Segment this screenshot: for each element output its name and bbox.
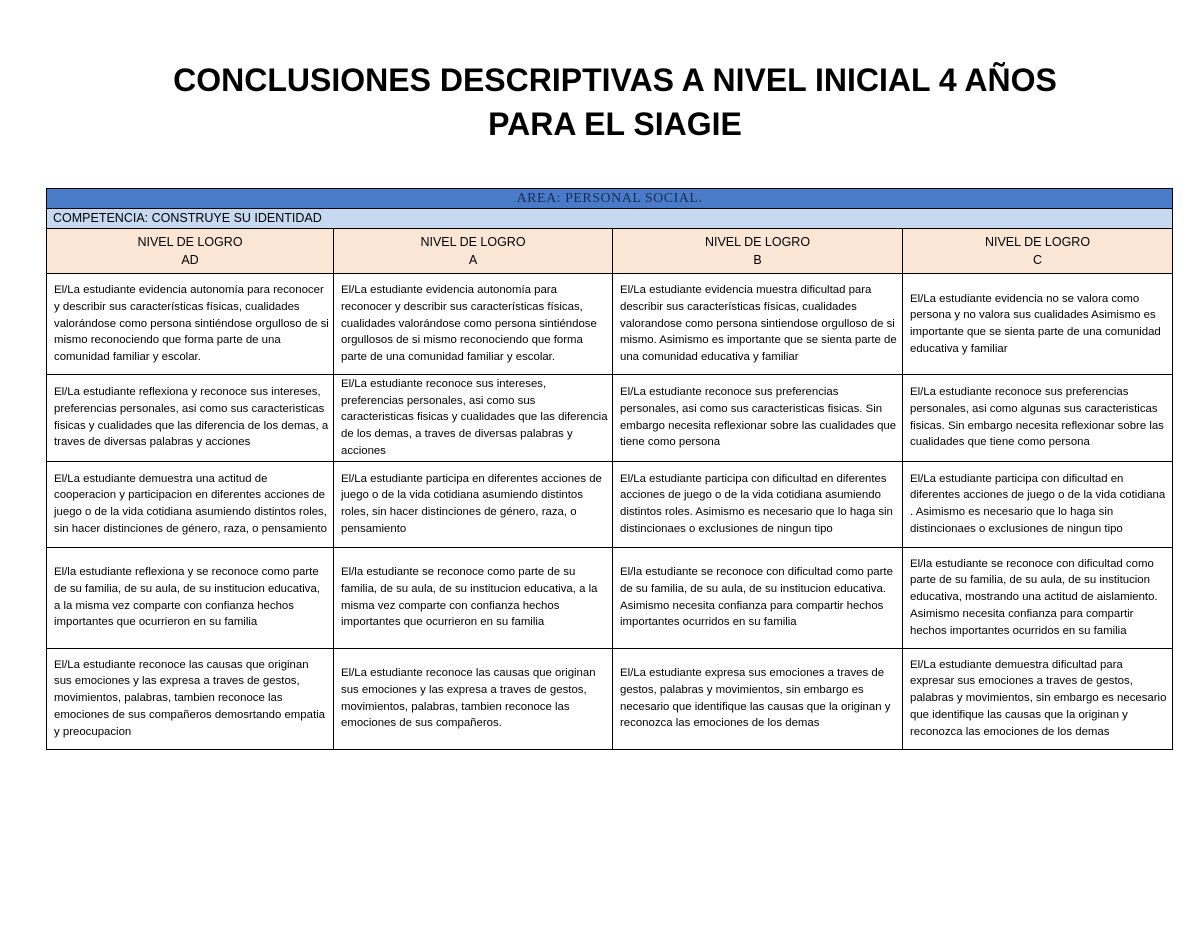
table-cell: El/La estudiante evidencia no se valora como persona y no valora sus cualidades Asimismo es importante que se sienta parte de una comunidad educativa y familiar: [903, 274, 1173, 375]
table-cell: El/La estudiante evidencia autonomía para reconocer y describir sus características físicas, cualidades valorándose como persona sintiéndose orgulloso de si mismo reconociendo que forma parte de una comunidad familiar y escolar.: [47, 274, 334, 375]
level-header-label: NIVEL DE LOGRO: [984, 235, 1091, 249]
level-header-ad: [47, 229, 334, 274]
table-cell: El/La estudiante participa con dificultad en diferentes acciones de juego o de la vida cotidiana asumiendo distintos roles. Asimismo es necesario que lo haga sin distincionaes o exclusiones de ningun tipo: [613, 461, 903, 547]
level-header-code: A: [468, 253, 478, 267]
rubric-table: [46, 188, 1173, 750]
table-cell: El/la estudiante reflexiona y se reconoce como parte de su familia, de su aula, de su institucion educativa, a la misma vez comparte con confianza hechos importantes que ocurrieron en su familia: [47, 547, 334, 648]
table-cell: El/La estudiante reflexiona y reconoce sus intereses, preferencias personales, asi como sus caracteristicas fisicas y cualidades que las diferencia de los demas, a traves de diversas palabras y acciones: [47, 375, 334, 462]
table-cell: El/la estudiante se reconoce con dificultad como parte de su familia, de su aula, de su institucion educativa, mostrando una actitud de aislamiento. Asimismo necesita confianza para compartir hechos importantes ocurridos en su familia: [903, 547, 1173, 648]
table-row: [47, 648, 1173, 749]
table-cell: El/La estudiante evidencia muestra dificultad para describir sus características físicas, cualidades valorandose como persona sintiendose orgulloso de si mismo. Asimismo es importante que se sienta parte de una comunidad educativa y familiar: [613, 274, 903, 375]
level-header-code: AD: [181, 253, 199, 267]
area-row: [47, 189, 1173, 209]
level-header-code: B: [753, 253, 762, 267]
table-cell: El/La estudiante reconoce sus intereses, preferencias personales, asi como sus caracteristicas fisicas y cualidades que las diferencia de los demas, a traves de diversas palabras y acciones: [334, 375, 613, 462]
level-header-c: [903, 229, 1173, 274]
table-cell: El/La estudiante participa en diferentes acciones de juego o de la vida cotidiana asumiendo distintos roles, sin hacer distinciones de género, raza, o pensamiento: [334, 461, 613, 547]
table-row: [47, 461, 1173, 547]
table-cell: El/La estudiante reconoce sus preferencias personales, asi como algunas sus caracteristicas fisicas. Sin embargo necesita reflexionar sobre las cualidades que tiene como persona: [903, 375, 1173, 462]
table-row: [47, 274, 1173, 375]
table-row: [47, 375, 1173, 462]
table-cell: El/La estudiante demuestra una actitud de cooperacion y participacion en diferentes acciones de juego o de la vida cotidiana asumiendo distintos roles, sin hacer distinciones de género, raza, o pensamiento: [47, 461, 334, 547]
table-cell: El/la estudiante se reconoce con dificultad como parte de su familia, de su aula, de su institucion educativa. Asimismo necesita confianza para compartir hechos importantes ocurridos en su familia: [613, 547, 903, 648]
table-cell: El/La estudiante reconoce las causas que originan sus emociones y las expresa a traves de gestos, movimientos, palabras, tambien reconoce las emociones de sus compañeros.: [334, 648, 613, 749]
area-header: AREA: PERSONAL SOCIAL.: [47, 189, 1173, 209]
level-header-code: C: [1032, 253, 1043, 267]
competencia-row: [47, 209, 1173, 229]
level-header-row: [47, 229, 1173, 274]
table-cell: El/La estudiante reconoce sus preferencias personales, asi como sus caracteristicas fisicas. Sin embargo necesita reflexionar sobre las cualidades que tiene como persona: [613, 375, 903, 462]
level-header-b: [613, 229, 903, 274]
table-cell: El/La estudiante expresa sus emociones a traves de gestos, palabras y movimientos, sin embargo es necesario que identifique las causas que la originan y reconozca las emociones de los demas: [613, 648, 903, 749]
level-header-label: NIVEL DE LOGRO: [420, 235, 526, 249]
table-cell: El/La estudiante participa con dificultad en diferentes acciones de juego o de la vida cotidiana . Asimismo es necesario que lo haga sin distincionaes o exclusiones de ningun tipo: [903, 461, 1173, 547]
table-cell: El/La estudiante evidencia autonomía para reconocer y describir sus características físicas, cualidades valorándose como persona sintiéndose orgullosos de si mismo reconociendo que forma parte de una comunidad familiar y escolar.: [334, 274, 613, 375]
level-header-a: [334, 229, 613, 274]
title-line-1: CONCLUSIONES DESCRIPTIVAS A NIVEL INICIAL 4 AÑOS: [173, 62, 1057, 98]
page-title: [60, 58, 1170, 146]
level-header-label: NIVEL DE LOGRO: [704, 235, 811, 249]
table-cell: El/la estudiante se reconoce como parte de su familia, de su aula, de su institucion educativa, a la misma vez comparte con confianza hechos importantes que ocurrieron en su familia: [334, 547, 613, 648]
title-line-2: PARA EL SIAGIE: [488, 106, 742, 142]
level-header-label: NIVEL DE LOGRO: [137, 235, 243, 249]
competencia-header: COMPETENCIA: CONSTRUYE SU IDENTIDAD: [47, 209, 1173, 229]
table-cell: El/La estudiante reconoce las causas que originan sus emociones y las expresa a traves de gestos, movimientos, palabras, tambien reconoce las emociones de sus compañeros demosrtando empatia y preocupacion: [47, 648, 334, 749]
table-cell: El/La estudiante demuestra dificultad para expresar sus emociones a traves de gestos, palabras y movimientos, sin embargo es necesario que identifique las causas que la originan y reconozca las emociones de los demas: [903, 648, 1173, 749]
table-row: [47, 547, 1173, 648]
